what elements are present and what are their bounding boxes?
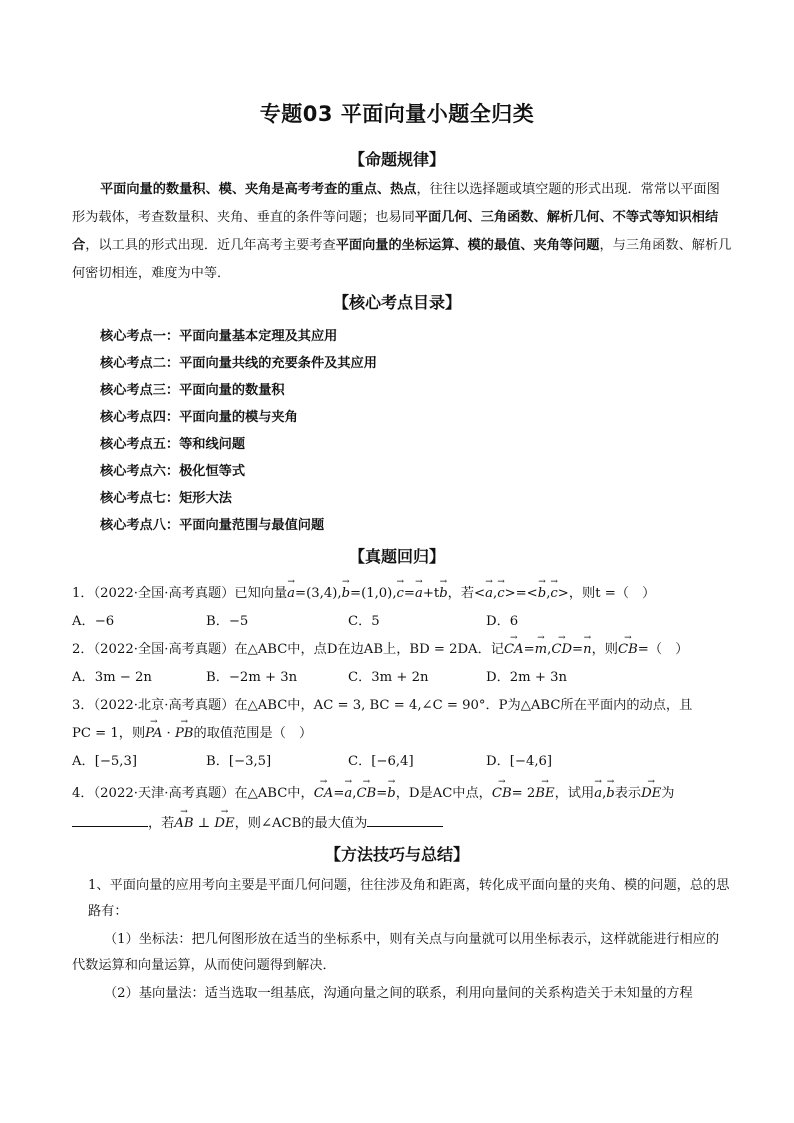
- q1-text: +t: [422, 586, 440, 601]
- law-paragraph: [72, 176, 732, 288]
- vector-m: → m: [535, 642, 548, 657]
- toc-item: 核心考点八：平面向量范围与最值问题: [100, 518, 325, 533]
- q4-text: ，则∠ACB的最大值为: [234, 816, 368, 831]
- q3-text: ·: [162, 726, 175, 741]
- law-bold-3: 平面向量的坐标运算、模的最值、夹角等问题: [335, 238, 600, 253]
- q1-option-d: D．6: [486, 614, 519, 629]
- q3-text: PC = 1，则: [72, 726, 146, 741]
- vector-a: → a: [485, 586, 493, 601]
- q3-option-a: A．[−5,3]: [72, 754, 138, 769]
- q4-text: ，试用: [554, 786, 595, 801]
- q2-stem: 2．（2022·全国·高考真题）在△ABC中，点D在边AB上，BD = 2DA．记: [72, 642, 504, 657]
- vector-c: → c: [550, 586, 557, 601]
- law-bold-1: 平面向量的数量积、模、夹角是高考考查的重点、热点: [100, 182, 417, 197]
- vector-a: → a: [415, 586, 423, 601]
- method-paragraph-2: （1）坐标法：把几何图形放在适当的坐标系中，则有关点与向量就可以用坐标表示，这样就能进行相应的代数运算和向量运算，从而使问题得到解决．: [72, 932, 720, 973]
- q2-text: =: [572, 642, 584, 657]
- vector-c: → c: [397, 586, 404, 601]
- vector-de: → DE: [214, 816, 234, 831]
- vector-pa: → PA: [145, 726, 162, 741]
- q1-text: =(1,0),: [350, 586, 397, 601]
- vector-cb: → CB: [356, 786, 376, 801]
- question-3: 3．（2022·北京·高考真题）在△ABC中，AC = 3, BC = 4,∠C = 90°．P为△ABC所在平面内的动点，且: [72, 698, 693, 713]
- q3-option-c: C．[−6,4]: [348, 754, 414, 769]
- vector-ab: → AB: [174, 816, 193, 831]
- q4-stem: 4．（2022·天津·高考真题）在△ABC中，: [72, 786, 314, 801]
- section-heading-method: 【方法技巧与总结】: [324, 845, 469, 864]
- q1-text: ，若<: [447, 586, 486, 601]
- toc-item: 核心考点二：平面向量共线的充要条件及其应用: [100, 356, 377, 371]
- method-paragraph-1: 1、平面向量的应用考向主要是平面几何问题，往往涉及角和距离，转化成平面向量的夹角、模的问题，总的思路有：: [88, 878, 730, 919]
- q4-text: ，若: [148, 816, 175, 831]
- toc-item: 核心考点四：平面向量的模与夹角: [100, 410, 298, 425]
- vector-b: → b: [606, 786, 614, 801]
- vector-c: → c: [497, 586, 504, 601]
- q4-text: 表示: [614, 786, 642, 801]
- q1-option-b: B．−5: [206, 614, 249, 629]
- toc-item: 核心考点六：极化恒等式: [100, 464, 246, 479]
- vector-ca: → CA: [314, 786, 334, 801]
- vector-b: → b: [387, 786, 395, 801]
- vector-de: → DE: [641, 786, 661, 801]
- vector-a: → a: [287, 586, 295, 601]
- q2-text: =（ ）: [637, 642, 689, 657]
- q1-option-a: A．−6: [72, 614, 115, 629]
- vector-b: → b: [439, 586, 447, 601]
- question-4-line-2: [72, 812, 737, 831]
- q4-text: ，D是AC中点，: [395, 786, 492, 801]
- q2-option-a: A．3m − 2n: [72, 670, 152, 685]
- vector-b: → b: [342, 586, 350, 601]
- toc-item: 核心考点七：矩形大法: [100, 491, 232, 506]
- question-2: 2．（2022·全国·高考真题）在△ABC中，点D在边AB上，BD = 2DA．记→ CA=→ m,→ CD=→ n，则→ CB=（ ）: [72, 638, 737, 657]
- vector-cd: → CD: [551, 642, 572, 657]
- law-text-2: ，以工具的形式出现．近几年高考主要考查: [85, 238, 336, 253]
- q1-text: =: [403, 586, 415, 601]
- method-paragraph-3: （2）基向量法：适当选取一组基底，沟通向量之间的联系，利用向量间的关系构造关于未知量的方程: [104, 986, 693, 1001]
- law-text-1: ，往往以选择题或填空题的形式出现．常常以平面图形为载体，考查数量积、夹角、垂直的条件等问题；也易同: [72, 182, 720, 225]
- vector-be: → BE: [535, 786, 554, 801]
- law-text-3: ，与三角函数、解析几何密切相连，难度为中等．: [72, 238, 732, 281]
- q2-option-c: C．3m + 2n: [348, 670, 429, 685]
- question-3-line-2: [72, 722, 737, 741]
- page-title: 专题03 平面向量小题全归类: [259, 102, 535, 126]
- toc-item: 核心考点五：等和线问题: [100, 437, 246, 452]
- q3-text: 的取值范围是（ ）: [193, 726, 313, 741]
- law-bold-2: 平面几何、三角函数、解析几何、不等式等知识相结合: [72, 210, 719, 253]
- vector-pb: → PB: [175, 726, 194, 741]
- answer-blank[interactable]: [367, 814, 443, 827]
- vector-a: → a: [594, 786, 602, 801]
- vector-ca: → CA: [504, 642, 524, 657]
- section-heading-toc: 【核心考点目录】: [332, 293, 461, 312]
- q2-option-b: B．−2m + 3n: [206, 670, 298, 685]
- vector-a: → a: [344, 786, 352, 801]
- section-heading-real: 【真题回归】: [348, 547, 445, 566]
- q2-text: ，则: [591, 642, 618, 657]
- q1-option-c: C．5: [348, 614, 380, 629]
- q3-option-d: D．[−4,6]: [486, 754, 553, 769]
- q1-text: >，则t =（ ）: [557, 586, 656, 601]
- toc-item: 核心考点三：平面向量的数量积: [100, 383, 285, 398]
- q1-text: =(3,4),: [295, 586, 342, 601]
- q1-text: >=<: [504, 586, 538, 601]
- q4-text: ⊥: [193, 816, 215, 831]
- vector-cb: → CB: [492, 786, 512, 801]
- q2-option-d: D．2m + 3n: [486, 670, 567, 685]
- q4-text: = 2: [511, 786, 536, 801]
- q1-stem: 1．（2022·全国·高考真题）已知向量: [72, 586, 288, 601]
- vector-cb: → CB: [618, 642, 638, 657]
- q2-text: =: [523, 642, 535, 657]
- question-4: 4．（2022·天津·高考真题）在△ABC中，→ CA=→ a,→ CB=→ b，D是AC中点，→ CB= 2→ BE，试用→ a,→ b表示→ DE为: [72, 782, 737, 801]
- section-heading-law: 【命题规律】: [348, 150, 445, 169]
- toc-item: 核心考点一：平面向量基本定理及其应用: [100, 329, 338, 344]
- vector-b: → b: [538, 586, 546, 601]
- q3-option-b: B．[−3,5]: [206, 754, 272, 769]
- question-1: 1．（2022·全国·高考真题）已知向量→ a=(3,4),→ b=(1,0),→ c=→ a+t→ b，若<→ a,→ c>=<→ b,→ c>，则t =（ ）: [72, 582, 737, 601]
- q4-text: 为: [661, 786, 675, 801]
- vector-n: → n: [583, 642, 592, 657]
- answer-blank[interactable]: [72, 814, 148, 827]
